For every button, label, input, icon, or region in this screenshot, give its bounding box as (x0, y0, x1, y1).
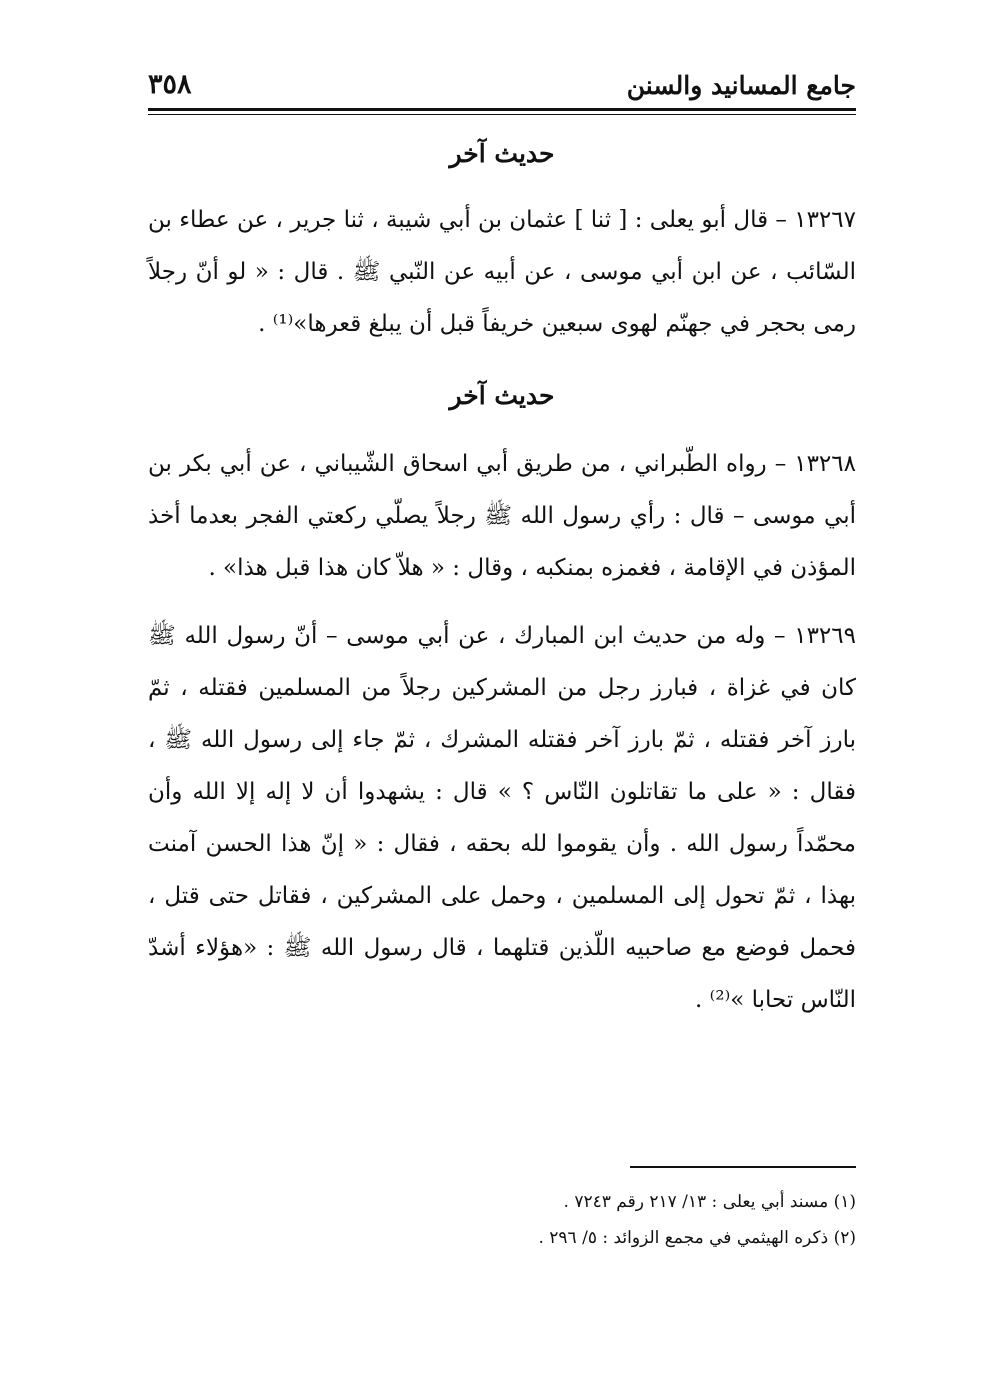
hadith-paragraph: ١٣٢٦٩ – وله من حديث ابن المبارك ، عن أبي موسى – أنّ رسول الله ﷺ كان في غزاة ، فبارز رجل من المشركين رجلاً من المسلمين فقتله ، ثمّ بارز آخر فقتله ، ثمّ بارز آخر فقتله المشرك ، ثمّ جاء إلى رسول الله ﷺ ، فقال : « على ما تقاتلون النّاس ؟ » قال : يشهدوا أن لا إله إلا الله وأن محمّداً رسول الله . وأن يقوموا لله بحقه ، فقال : « إنّ هذا الحسن آمنت بهذا ، ثمّ تحول إلى المسلمين ، وحمل على المشركين ، فقاتل حتى قتل ، فحمل فوضع مع صاحبيه اللّذين قتلهما ، قال رسول الله ﷺ : «هؤلاء أشدّ النّاس تحابا »⁽²⁾ . (148, 623, 856, 1013)
footnote-rule (630, 1166, 856, 1168)
hadith-paragraph: ١٣٢٦٧ – قال أبو يعلى : [ ثنا ] عثمان بن أبي شيبة ، ثنا جرير ، عن عطاء بن السّائب ، عن ابن أبي موسى ، عن أبيه عن النّبي ﷺ . قال : « لو أنّ رجلاً رمى بحجر في جهنّم لهوى سبعين خريفاً قبل أن يبلغ قعرها»⁽¹⁾ . (148, 207, 856, 337)
running-header (148, 52, 856, 100)
section-heading: حديث آخر (449, 139, 555, 168)
page-number: ٣٥٨ (148, 69, 192, 100)
body-text (148, 128, 856, 1026)
footnotes (148, 1184, 856, 1256)
footnote: (٢) ذكره الهيثمي في مجمع الزوائد : ٥/ ٢٩٦ . (538, 1228, 856, 1248)
header-rule-thin (148, 114, 856, 115)
header-rule (148, 108, 856, 111)
hadith-paragraph: ١٣٢٦٨ – رواه الطّبراني ، من طريق أبي اسحاق الشّيباني ، عن أبي بكر بن أبي موسى – قال : رأي رسول الله ﷺ رجلاً يصلّي ركعتي الفجر بعدما أخذ المؤذن في الإقامة ، فغمزه بمنكبه ، وقال : « هلاّ كان هذا قبل هذا» . (148, 451, 856, 581)
footnote: (١) مسند أبي يعلى : ١٣/ ٢١٧ رقم ٧٢٤٣ . (563, 1192, 856, 1212)
book-title: جامع المسانيد والسنن (626, 71, 856, 100)
section-heading: حديث آخر (449, 381, 555, 410)
